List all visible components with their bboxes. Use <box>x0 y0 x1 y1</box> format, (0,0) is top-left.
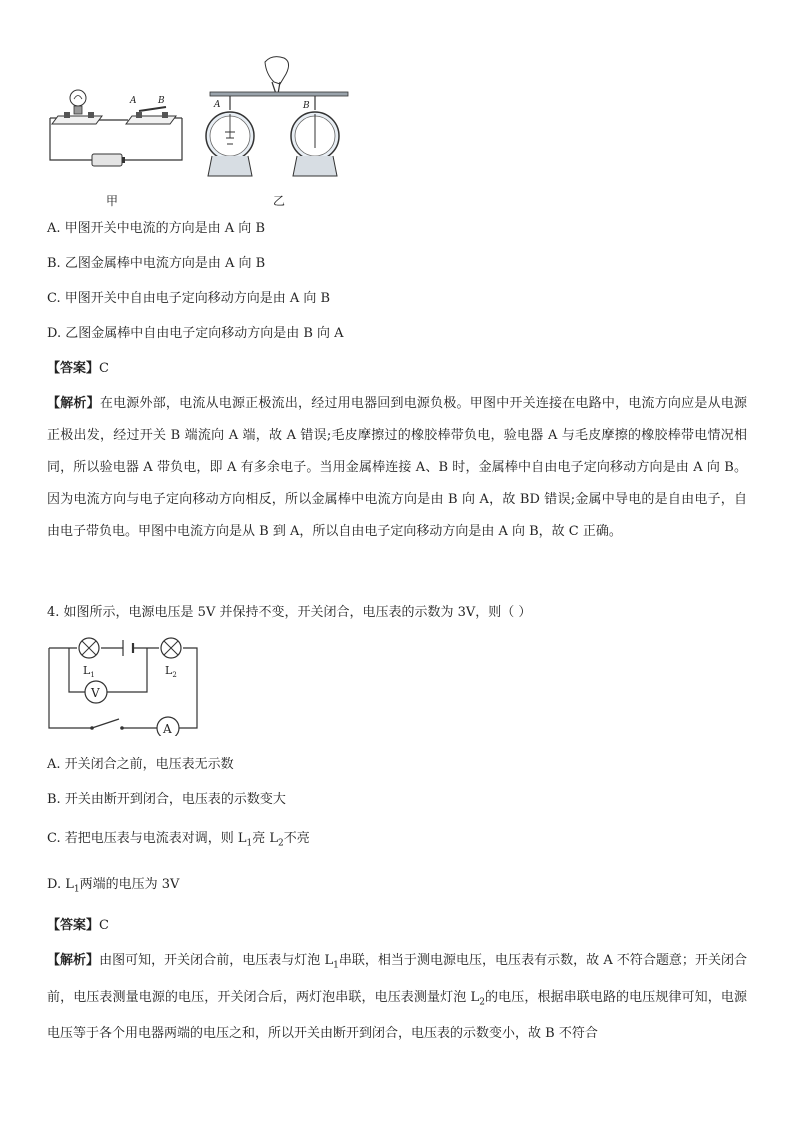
circuit-diagram <box>45 636 205 736</box>
metal-rod <box>210 92 348 96</box>
svg-text:V: V <box>91 686 100 700</box>
voltmeter-icon <box>85 681 107 703</box>
bulb-icon <box>52 90 102 124</box>
label-a: A <box>130 96 137 106</box>
analysis-text: 在电源外部，电流从电源正极流出，经过用电器回到电源负极。甲图中开关连接在电路中，电流方向应是从电源正极出发，经过开关 B 端流向 A 端，故 A 错误;毛皮摩擦过的橡胶棒带负电，验电器 A 与毛皮摩擦的橡胶棒带电情况相同，所以验电器 A 带负电，即 A 有多余电子。当用金属棒连接 A、B 时，金属棒中自由电子定向移动方向是由 A 向 B。因为电流方向与电子定向移动方向相反，所以金属棒中电流方向是由 B 向 A，故 BD 错误;金属中导电的是自由电子，自由电子带负电。甲图中电流方向是从 B 到 A，所以自由电子定向移动方向是由 A 向 B，故 C 正确。 <box>47 396 747 539</box>
q4-stem: 4. 如图所示，电源电压是 5V 并保持不变，开关闭合，电压表的示数为 3V，则（ ） <box>47 605 532 620</box>
label-b: B <box>158 96 165 106</box>
lamp-l2-icon <box>161 638 181 658</box>
figure-jia <box>44 80 189 175</box>
svg-text:A: A <box>163 722 172 736</box>
answer-label: 【答案】 <box>47 361 100 376</box>
label-b: B <box>303 101 310 111</box>
q4-answer <box>47 917 109 935</box>
switch-icon <box>90 719 124 730</box>
battery-icon <box>92 154 125 166</box>
l1-label: $L_1$ <box>83 664 95 679</box>
q3-option-b: B. 乙图金属棒中电流方向是由 A 向 B <box>47 256 266 271</box>
knife-switch-icon <box>126 96 176 124</box>
analysis-label: 【解析】 <box>47 396 100 411</box>
caption-yi: 乙 <box>273 194 286 208</box>
q3-option-d: D. 乙图金属棒中自由电子定向移动方向是由 B 向 A <box>47 326 344 341</box>
figure-yi <box>200 52 355 182</box>
q4-option-c: C. 若把电压表与电流表对调，则 $L_1$亮 $L_2$不亮 <box>47 831 310 849</box>
answer-value: C <box>99 918 109 933</box>
ammeter-icon <box>157 717 179 736</box>
hand-icon <box>265 57 289 94</box>
electroscope-a <box>206 96 254 176</box>
q3-answer <box>47 360 109 378</box>
q4-option-d: D. $L_1$两端的电压为 3V <box>47 877 180 895</box>
q3-analysis <box>47 388 747 548</box>
q4-analysis: 【解析】由图可知，开关闭合前，电压表与灯泡 $L_1$串联，相当于测电源电压，电压表有示数，故 A 不符合题意；开关闭合前，电压表测量电源的电压，开关闭合后，两灯泡串联，电压表测量灯泡 $L_2$的电压，根据串联电路的电压规律可知，电源电压等于各个用电器两端的电压之和，所以开关由断开到闭合，电压表的示数变小，故 B 不符合 <box>47 953 747 1042</box>
l2-label: $L_2$ <box>165 664 177 679</box>
q3-option-c: C. 甲图开关中自由电子定向移动方向是由 A 向 B <box>47 291 331 306</box>
analysis-label: 【解析】 <box>47 953 100 968</box>
battery-icon <box>123 640 133 656</box>
answer-value: C <box>99 361 109 376</box>
q4-option-b: B. 开关由断开到闭合，电压表的示数变大 <box>47 792 286 807</box>
answer-label: 【答案】 <box>47 918 100 933</box>
electroscope-b <box>291 96 339 176</box>
lamp-l1-icon <box>79 638 99 658</box>
q3-option-a: A. 甲图开关中电流的方向是由 A 向 B <box>47 221 265 236</box>
q4-option-a: A. 开关闭合之前，电压表无示数 <box>47 757 234 772</box>
caption-jia: 甲 <box>106 194 119 208</box>
label-a: A <box>214 100 221 110</box>
